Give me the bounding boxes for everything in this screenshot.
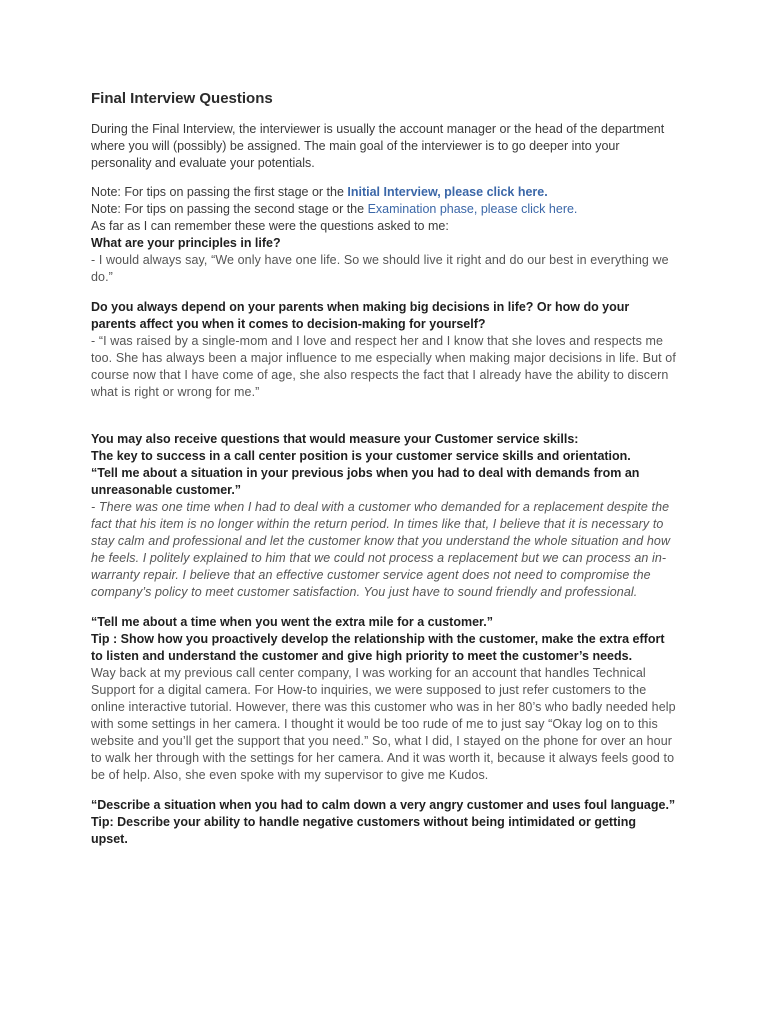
initial-interview-link[interactable]: Initial Interview, please click here. [347,185,548,199]
question-parents: Do you always depend on your parents when making big decisions in life? Or how do your parents affect you when it comes to decision-making for yourself? [91,300,630,331]
examination-phase-link[interactable]: Examination phase, please click here. [367,202,578,216]
tip-extra-mile: Tip : Show how you proactively develop the relationship with the customer, make the extra effort to listen and understand the customer and give high priority to meet the customer’s needs. [91,632,665,663]
answer-parents: - “I was raised by a single-mom and I love and respect her and I know that she loves and respects me too. She has always been a major influence to me especially when making major decisions in life. But of course now that I have come of age, she also respects the fact that I already have the ability to discern what is right or wrong for me.” [91,334,676,399]
document-body [91,88,676,848]
note-examination-phase [91,201,676,218]
answer-principles: - I would always say, “We only have one life. So we should live it right and do our best in everything we do.” [91,253,669,284]
question-angry-customer: “Describe a situation when you had to calm down a very angry customer and uses foul language.” Tip: Describe your ability to handle negative customers without being intimidated or getting upset. [91,798,676,846]
customer-service-intro: You may also receive questions that would measure your Customer service skills: [91,432,579,446]
intro-paragraph: During the Final Interview, the interviewer is usually the account manager or the head of the department where you will (possibly) be assigned. The main goal of the interviewer is to go deeper into your personality and evaluate your potentials. [91,122,665,170]
note1-text: Note: For tips on passing the first stage or the [91,185,348,199]
answer-unreasonable-customer: - There was one time when I had to deal with a customer who demanded for a replacement despite the fact that his item is no longer within the return period. In times like that, I believe that it is necessary to stay calm and professional and let the customer know that you understand the whole situation and how he feels. I politely explained to him that we could not process a replacement but we can process an in-warranty repair. I believe that an effective customer service agent does not need to compromise the company’s policy to meet customer satisfaction. You just have to sound friendly and professional. [91,500,671,599]
answer-extra-mile: Way back at my previous call center company, I was working for an account that handles Technical Support for a digital camera. For How-to inquiries, we were supposed to just refer customers to the online interactive tutorial. However, there was this customer who was in her 80’s who badly needed help with some settings in her camera. I thought it would be too rude of me to just say “Okay log on to this website and you’ll get the support that you need.” So, what I did, I stayed on the phone for over an hour to walk her through with the settings for her camera. And it was worth it, because it always feels good to be of help. Also, she even spoke with my supervisor to give me Kudos. [91,666,676,782]
question-principles: What are your principles in life? [91,236,281,250]
note2-text: Note: For tips on passing the second stage or the [91,202,368,216]
note-initial-interview [91,184,676,201]
recall-text: As far as I can remember these were the questions asked to me: [91,219,449,233]
question-extra-mile: “Tell me about a time when you went the extra mile for a customer.” [91,615,493,629]
question-unreasonable-customer: “Tell me about a situation in your previous jobs when you had to deal with demands from an unreasonable customer.” [91,466,640,497]
page-title: Final Interview Questions [91,90,273,107]
customer-service-key: The key to success in a call center position is your customer service skills and orientation. [91,449,631,463]
